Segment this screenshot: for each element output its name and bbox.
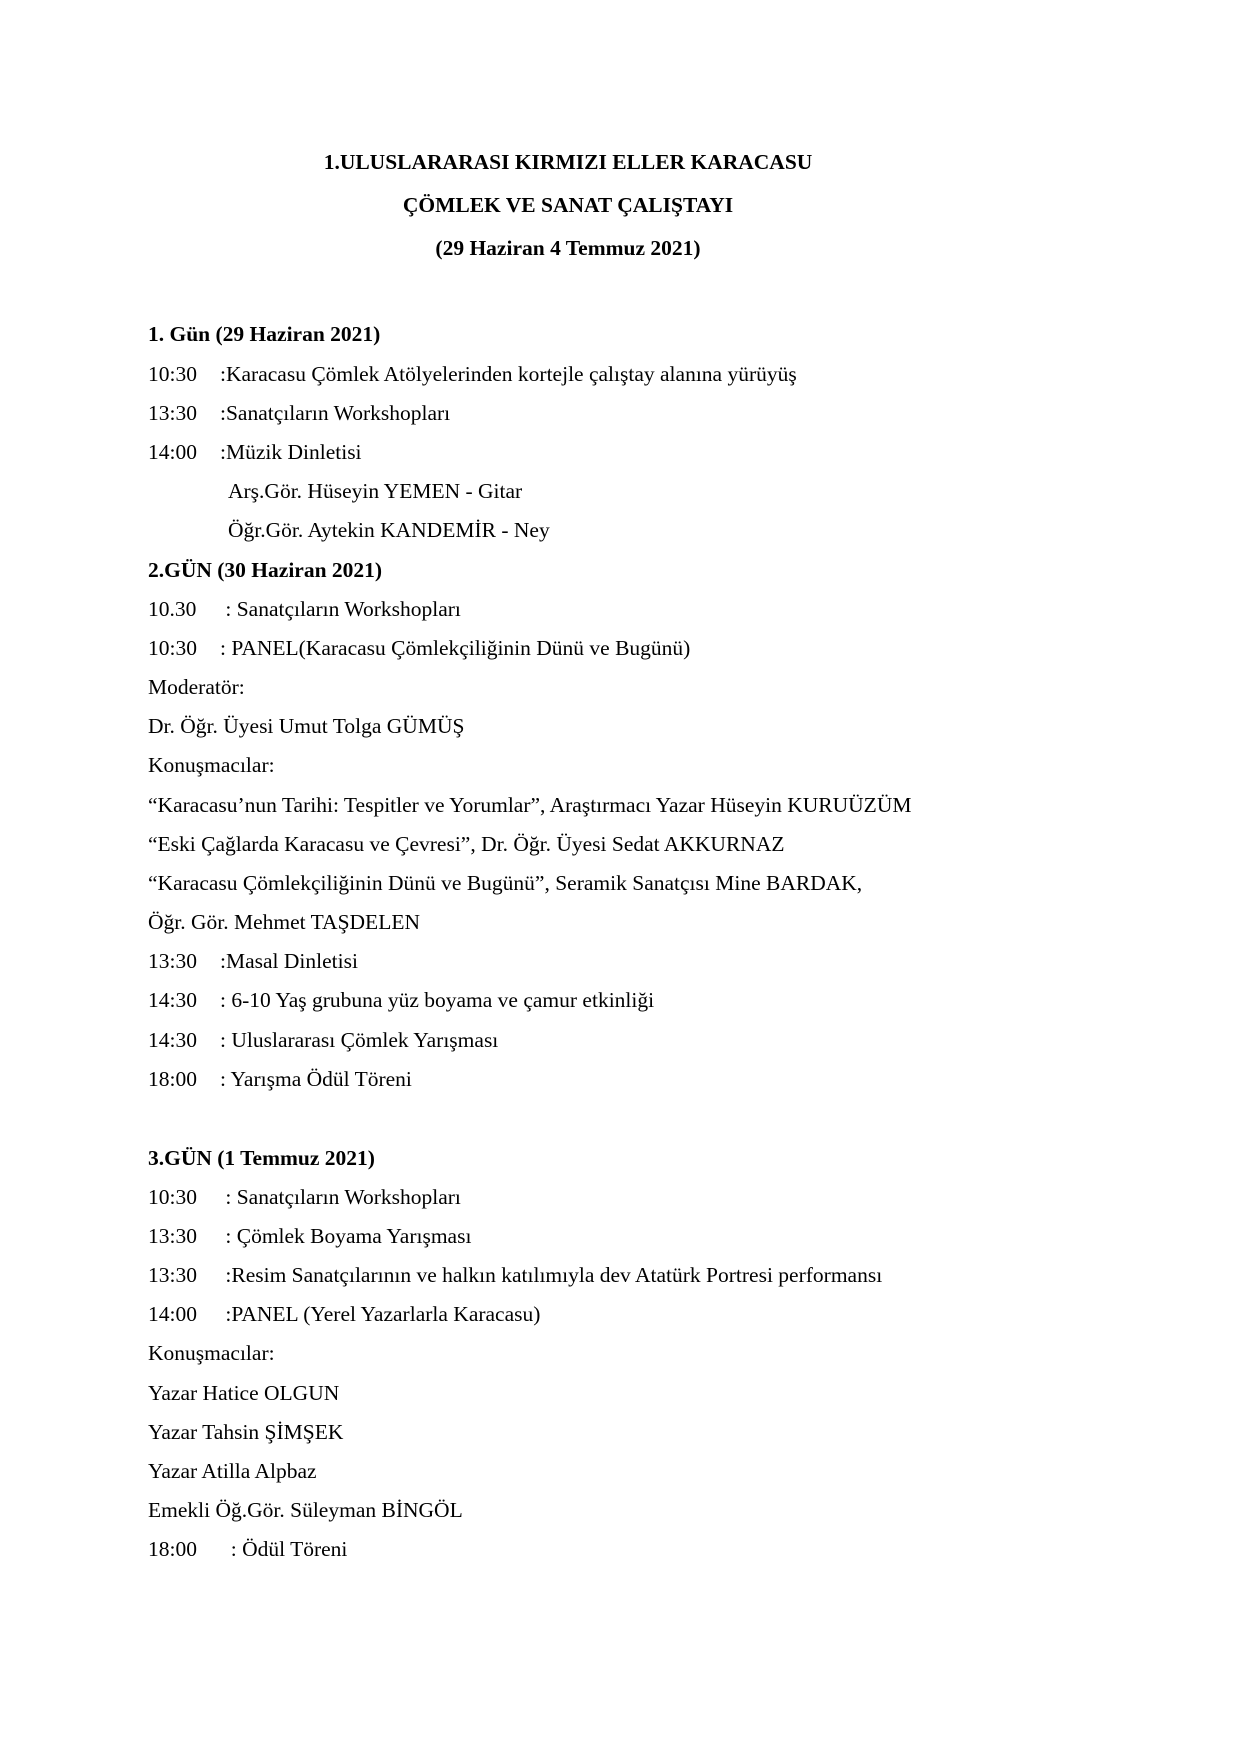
schedule-time: 14:30 xyxy=(148,988,197,1012)
speakers-label: Konuşmacılar: xyxy=(148,753,275,777)
schedule-row xyxy=(148,1263,882,1288)
speaker-line: Yazar Hatice OLGUN xyxy=(148,1381,340,1405)
schedule-row xyxy=(148,1028,498,1053)
schedule-text: :Sanatçıların Workshopları xyxy=(220,401,451,425)
schedule-text: : Çömlek Boyama Yarışması xyxy=(220,1224,472,1248)
schedule-row xyxy=(148,597,461,622)
schedule-text: :Resim Sanatçılarının ve halkın katılımıyla dev Atatürk Portresi performansı xyxy=(220,1263,883,1287)
schedule-time: 10:30 xyxy=(148,362,197,386)
speaker-line: Yazar Tahsin ŞİMŞEK xyxy=(148,1420,344,1444)
speaker-line: “Eski Çağlarda Karacasu ve Çevresi”, Dr. Öğr. Üyesi Sedat AKKURNAZ xyxy=(148,832,785,856)
schedule-text: : Sanatçıların Workshopları xyxy=(220,597,461,621)
schedule-row xyxy=(148,636,690,661)
schedule-row xyxy=(148,1224,471,1249)
moderator-name: Dr. Öğr. Üyesi Umut Tolga GÜMÜŞ xyxy=(148,714,465,738)
schedule-time: 10.30 xyxy=(148,597,197,621)
schedule-time: 14:00 xyxy=(148,1302,197,1326)
schedule-row xyxy=(148,440,362,465)
speaker-line: Öğr. Gör. Mehmet TAŞDELEN xyxy=(148,910,420,934)
schedule-text: : Yarışma Ödül Töreni xyxy=(220,1067,412,1091)
schedule-row xyxy=(148,949,358,974)
schedule-row xyxy=(148,1537,347,1562)
schedule-text: :Müzik Dinletisi xyxy=(220,440,362,464)
speaker-line: Emekli Öğ.Gör. Süleyman BİNGÖL xyxy=(148,1498,463,1522)
schedule-time: 10:30 xyxy=(148,636,197,660)
day1-heading: 1. Gün (29 Haziran 2021) xyxy=(148,322,381,346)
schedule-text: : Ödül Töreni xyxy=(220,1537,348,1561)
schedule-text: : 6-10 Yaş grubuna yüz boyama ve çamur etkinliği xyxy=(220,988,655,1012)
schedule-row xyxy=(148,362,797,387)
document-title-line-1: 1.ULUSLARARASI KIRMIZI ELLER KARACASU xyxy=(323,150,813,174)
speaker-line: Yazar Atilla Alpbaz xyxy=(148,1459,317,1483)
schedule-time: 18:00 xyxy=(148,1067,197,1091)
speaker-line: “Karacasu’nun Tarihi: Tespitler ve Yorumlar”, Araştırmacı Yazar Hüseyin KURUÜZÜM xyxy=(148,793,912,817)
schedule-text: : Sanatçıların Workshopları xyxy=(220,1185,461,1209)
schedule-text: :PANEL (Yerel Yazarlarla Karacasu) xyxy=(220,1302,541,1326)
schedule-row xyxy=(148,401,450,426)
schedule-text: :Masal Dinletisi xyxy=(220,949,358,973)
schedule-time: 18:00 xyxy=(148,1537,197,1561)
schedule-row xyxy=(148,1185,461,1210)
performer-line: Arş.Gör. Hüseyin YEMEN - Gitar xyxy=(228,479,523,503)
speaker-line: “Karacasu Çömlekçiliğinin Dünü ve Bugünü”, Seramik Sanatçısı Mine BARDAK, xyxy=(148,871,863,895)
schedule-text: : PANEL(Karacasu Çömlekçiliğinin Dünü ve Bugünü) xyxy=(220,636,691,660)
schedule-time: 13:30 xyxy=(148,949,197,973)
day2-heading: 2.GÜN (30 Haziran 2021) xyxy=(148,558,383,582)
schedule-time: 14:00 xyxy=(148,440,197,464)
schedule-row xyxy=(148,1302,540,1327)
schedule-text: :Karacasu Çömlek Atölyelerinden kortejle çalıştay alanına yürüyüş xyxy=(220,362,797,386)
document-title-line-2: ÇÖMLEK VE SANAT ÇALIŞTAYI xyxy=(402,193,734,217)
schedule-time: 10:30 xyxy=(148,1185,197,1209)
schedule-time: 13:30 xyxy=(148,1263,197,1287)
schedule-time: 13:30 xyxy=(148,1224,197,1248)
day3-heading: 3.GÜN (1 Temmuz 2021) xyxy=(148,1146,375,1170)
schedule-row xyxy=(148,988,654,1013)
performer-line: Öğr.Gör. Aytekin KANDEMİR - Ney xyxy=(228,518,550,542)
document-dates: (29 Haziran 4 Temmuz 2021) xyxy=(435,236,701,260)
schedule-text: : Uluslararası Çömlek Yarışması xyxy=(220,1028,499,1052)
moderator-label: Moderatör: xyxy=(148,675,245,699)
schedule-time: 13:30 xyxy=(148,401,197,425)
schedule-time: 14:30 xyxy=(148,1028,197,1052)
schedule-row xyxy=(148,1067,412,1092)
speakers-label: Konuşmacılar: xyxy=(148,1341,275,1365)
